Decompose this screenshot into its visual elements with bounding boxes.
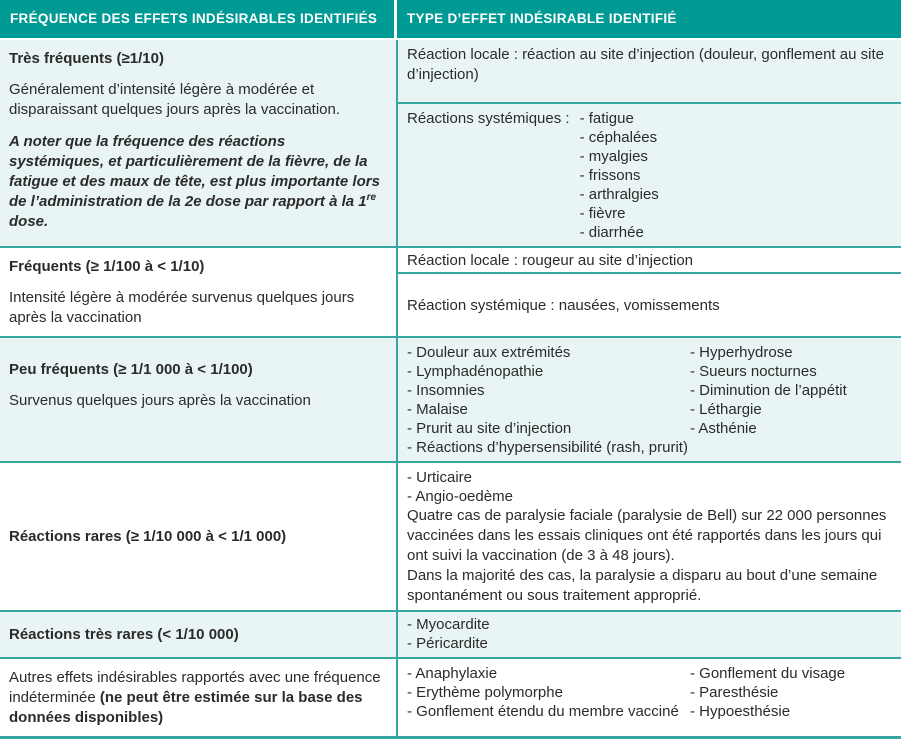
- list-item: - myalgies: [580, 147, 659, 166]
- list-item: - fatigue: [580, 109, 659, 128]
- list-item: - Paresthésie: [690, 683, 891, 702]
- list-item: - Gonflement du visage: [690, 664, 891, 683]
- list-item: - Péricardite: [407, 634, 891, 653]
- list-item: - Diminution de l’appétit: [690, 381, 891, 400]
- row-peu-frequents: [0, 336, 901, 461]
- effects-cell-peu-frequents: [398, 338, 901, 461]
- header-type-column: TYPE D’EFFET INDÉSIRABLE IDENTIFIÉ: [407, 11, 677, 26]
- effects-list-column-1: [407, 343, 690, 457]
- local-reaction-text: Réaction locale : rougeur au site d’injection: [407, 252, 694, 269]
- list-item: - Réactions d’hypersensibilité (rash, prurit): [407, 438, 690, 457]
- list-item: - arthralgies: [580, 185, 659, 204]
- effects-cell-autres-effets: [398, 659, 901, 736]
- list-item: - Myocardite: [407, 615, 891, 634]
- frequency-cell-tres-frequents: [0, 40, 398, 246]
- list-item: - frissons: [580, 166, 659, 185]
- systemic-reactions-label: Réactions systémiques :: [407, 110, 570, 127]
- effects-cell-tres-frequents: [398, 40, 901, 246]
- list-item: - Asthénie: [690, 419, 891, 438]
- list-item: - Hypoesthésie: [690, 702, 891, 721]
- row-reactions-tres-rares: [0, 610, 901, 657]
- effects-list: [407, 468, 891, 506]
- frequency-title: Peu fréquents (≥ 1/1 000 à < 1/100): [9, 361, 253, 378]
- frequency-note: [9, 132, 382, 232]
- frequency-description: Survenus quelques jours après la vaccination: [9, 392, 311, 409]
- local-reaction-text: Réaction locale : réaction au site d’injection (douleur, gonflement au site d’injection): [407, 46, 884, 83]
- table-header-row: [0, 0, 901, 38]
- note-superscript: re: [366, 192, 377, 203]
- effects-cell-reactions-rares: [398, 463, 901, 610]
- systemic-reaction-text: Réaction systémique : nausées, vomissements: [407, 296, 720, 314]
- row-tres-frequents: [0, 38, 901, 246]
- list-item: - Anaphylaxie: [407, 664, 690, 683]
- description-bold-suffix: (ne peut être estimée sur la base des données disponibles): [9, 689, 363, 726]
- list-item: - Gonflement étendu du membre vacciné: [407, 702, 690, 721]
- local-reaction-subcell: [398, 248, 901, 272]
- list-item: - Urticaire: [407, 468, 891, 487]
- note-text-end: dose.: [9, 213, 49, 230]
- note-text: A noter que la fréquence des réactions systémiques, et particulièrement de la fièvre, de la fatigue et des maux de tête, est plus importante lors de l’administration de la 2e dose par rapport à la 1: [9, 133, 380, 210]
- list-item: - Malaise: [407, 400, 690, 419]
- list-item: - Erythème polymorphe: [407, 683, 690, 702]
- list-item: - Douleur aux extrémités: [407, 343, 690, 362]
- frequency-cell-peu-frequents: [0, 338, 398, 461]
- effects-list: [407, 615, 891, 653]
- frequency-description: Généralement d’intensité légère à modérée et disparaissant quelques jours après la vaccination.: [9, 81, 341, 118]
- list-item: - Sueurs nocturnes: [690, 362, 891, 381]
- effects-cell-frequents: [398, 248, 901, 336]
- effects-list-subcell: [398, 612, 901, 657]
- systemic-reactions-subcell: [398, 102, 901, 246]
- frequency-description: Intensité légère à modérée survenus quelques jours après la vaccination: [9, 289, 355, 326]
- frequency-title: Réactions très rares (< 1/10 000): [9, 626, 239, 643]
- systemic-reaction-subcell: [398, 272, 901, 336]
- effects-list-column-2: [690, 343, 891, 457]
- bell-palsy-paragraph: Quatre cas de paralysie faciale (paralysie de Bell) sur 22 000 personnes vaccinées dans les essais cliniques ont été rapportés dans les jours qui ont suivi la vaccination (de 3 à 48 jours).: [407, 507, 887, 564]
- row-autres-effets: [0, 657, 901, 736]
- header-frequency-column: FRÉQUENCE DES EFFETS INDÉSIRABLES IDENTIFIÉS: [0, 0, 397, 38]
- list-item: - Insomnies: [407, 381, 690, 400]
- list-item: - Léthargie: [690, 400, 891, 419]
- description-text: Autres effets indésirables rapportés avec une fréquence indéterminée: [9, 669, 381, 706]
- list-item: - Lymphadénopathie: [407, 362, 690, 381]
- local-reaction-subcell: [398, 40, 901, 102]
- effects-detail-subcell: [398, 463, 901, 610]
- frequency-cell-frequents: [0, 248, 398, 336]
- frequency-cell-reactions-tres-rares: [0, 612, 398, 657]
- row-reactions-rares: [0, 461, 901, 610]
- effects-cell-reactions-tres-rares: [398, 612, 901, 657]
- frequency-title: Fréquents (≥ 1/100 à < 1/10): [9, 258, 205, 275]
- frequency-cell-autres-effets: [0, 659, 398, 736]
- effects-list-column-1: [407, 664, 690, 721]
- list-item: - fièvre: [580, 204, 659, 223]
- systemic-reactions-list: [580, 109, 659, 242]
- list-item: - Angio-oedème: [407, 487, 891, 506]
- frequency-cell-reactions-rares: [0, 463, 398, 610]
- frequency-title: Réactions rares (≥ 1/10 000 à < 1/1 000): [9, 528, 287, 545]
- list-item: - diarrhée: [580, 223, 659, 242]
- row-frequents: [0, 246, 901, 336]
- effects-list-column-2: [690, 664, 891, 721]
- effects-two-column-subcell: [398, 659, 901, 736]
- frequency-title: Très fréquents (≥1/10): [9, 50, 164, 67]
- effects-two-column-subcell: [398, 338, 901, 461]
- frequency-description: [9, 668, 382, 728]
- list-item: - Hyperhydrose: [690, 343, 891, 362]
- bell-palsy-resolution-paragraph: Dans la majorité des cas, la paralysie a disparu au bout d’une semaine spontanément ou sous traitement approprié.: [407, 567, 878, 604]
- list-item: - céphalées: [580, 128, 659, 147]
- list-item: - Prurit au site d’injection: [407, 419, 690, 438]
